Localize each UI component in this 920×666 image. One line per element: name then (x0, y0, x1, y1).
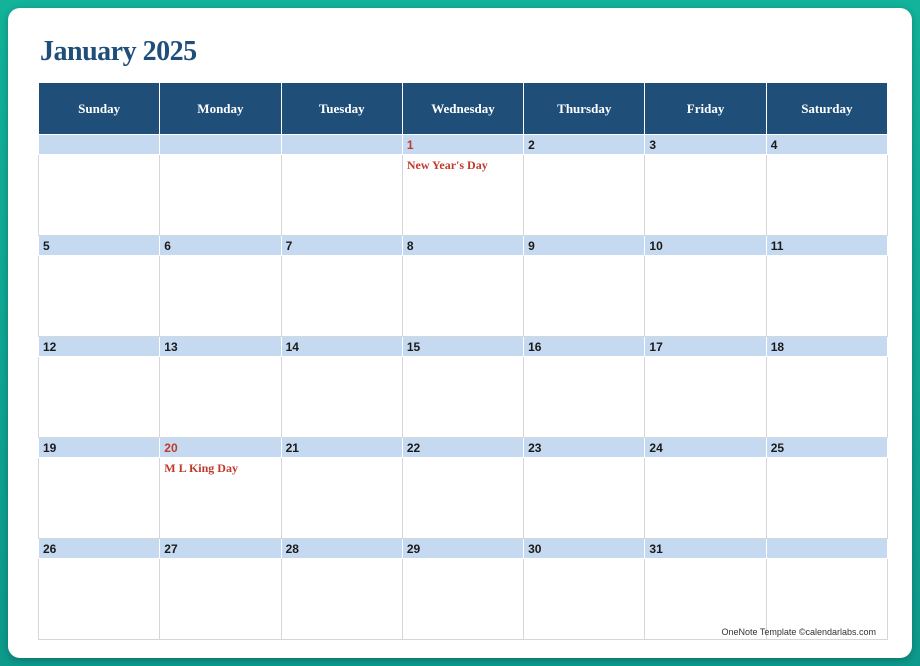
day-cell[interactable] (402, 458, 523, 539)
calendar-grid (38, 82, 888, 640)
day-number: 22 (402, 438, 523, 458)
day-cell[interactable] (39, 458, 160, 539)
day-cell[interactable] (524, 256, 645, 337)
day-number: 31 (645, 539, 766, 559)
weekday-header: Wednesday (402, 83, 523, 135)
day-cell[interactable] (524, 559, 645, 640)
day-number: 24 (645, 438, 766, 458)
week-date-row (39, 438, 888, 458)
day-cell[interactable] (645, 357, 766, 438)
day-number: 4 (766, 135, 887, 155)
day-cell[interactable] (39, 256, 160, 337)
day-number: 23 (524, 438, 645, 458)
day-cell[interactable] (402, 256, 523, 337)
week-body-row (39, 155, 888, 236)
week-date-row (39, 236, 888, 256)
day-number: 16 (524, 337, 645, 357)
day-number (766, 539, 887, 559)
day-cell[interactable] (766, 357, 887, 438)
day-cell[interactable] (281, 458, 402, 539)
day-number: 20 (160, 438, 281, 458)
day-number: 18 (766, 337, 887, 357)
day-number: 11 (766, 236, 887, 256)
day-cell[interactable] (160, 256, 281, 337)
holiday-label: M L King Day (164, 461, 238, 475)
day-cell[interactable] (766, 458, 887, 539)
day-number (160, 135, 281, 155)
weekday-header-row (39, 83, 888, 135)
week-body-row (39, 458, 888, 539)
week-date-row (39, 539, 888, 559)
day-cell[interactable] (39, 357, 160, 438)
calendar-page (8, 8, 912, 658)
day-cell[interactable] (281, 559, 402, 640)
weekday-header: Saturday (766, 83, 887, 135)
day-cell[interactable] (402, 357, 523, 438)
day-number: 5 (39, 236, 160, 256)
day-cell[interactable] (645, 458, 766, 539)
day-number: 25 (766, 438, 887, 458)
day-number: 2 (524, 135, 645, 155)
day-number: 14 (281, 337, 402, 357)
day-number: 26 (39, 539, 160, 559)
day-cell[interactable] (524, 458, 645, 539)
day-cell[interactable] (402, 559, 523, 640)
day-cell[interactable] (160, 357, 281, 438)
day-number: 3 (645, 135, 766, 155)
day-cell[interactable] (645, 256, 766, 337)
calendar-title: January 2025 (40, 36, 197, 67)
day-cell[interactable] (160, 458, 281, 539)
day-cell[interactable] (160, 155, 281, 236)
day-cell[interactable] (281, 155, 402, 236)
day-number: 9 (524, 236, 645, 256)
week-date-row (39, 337, 888, 357)
day-number: 10 (645, 236, 766, 256)
day-number: 29 (402, 539, 523, 559)
day-number (281, 135, 402, 155)
day-number: 1 (402, 135, 523, 155)
day-number: 8 (402, 236, 523, 256)
day-number: 19 (39, 438, 160, 458)
day-cell[interactable] (160, 559, 281, 640)
weekday-header: Monday (160, 83, 281, 135)
day-cell[interactable] (39, 155, 160, 236)
day-number: 17 (645, 337, 766, 357)
day-cell[interactable] (524, 155, 645, 236)
day-number: 12 (39, 337, 160, 357)
weekday-header: Sunday (39, 83, 160, 135)
weekday-header: Thursday (524, 83, 645, 135)
week-date-row (39, 135, 888, 155)
day-cell[interactable] (524, 357, 645, 438)
day-number: 27 (160, 539, 281, 559)
day-cell[interactable] (645, 155, 766, 236)
day-number (39, 135, 160, 155)
calendar-weeks (39, 135, 888, 640)
week-body-row (39, 256, 888, 337)
day-number: 15 (402, 337, 523, 357)
day-number: 13 (160, 337, 281, 357)
day-cell[interactable] (281, 256, 402, 337)
day-cell[interactable] (39, 559, 160, 640)
day-cell[interactable] (766, 155, 887, 236)
day-cell[interactable] (766, 256, 887, 337)
weekday-header: Tuesday (281, 83, 402, 135)
holiday-label: New Year's Day (406, 158, 488, 172)
day-number: 21 (281, 438, 402, 458)
day-number: 7 (281, 236, 402, 256)
day-number: 28 (281, 539, 402, 559)
week-body-row (39, 357, 888, 438)
day-cell[interactable] (281, 357, 402, 438)
day-number: 6 (160, 236, 281, 256)
weekday-header: Friday (645, 83, 766, 135)
day-cell[interactable] (402, 155, 523, 236)
day-number: 30 (524, 539, 645, 559)
footer-credit: OneNote Template ©calendarlabs.com (721, 627, 876, 637)
